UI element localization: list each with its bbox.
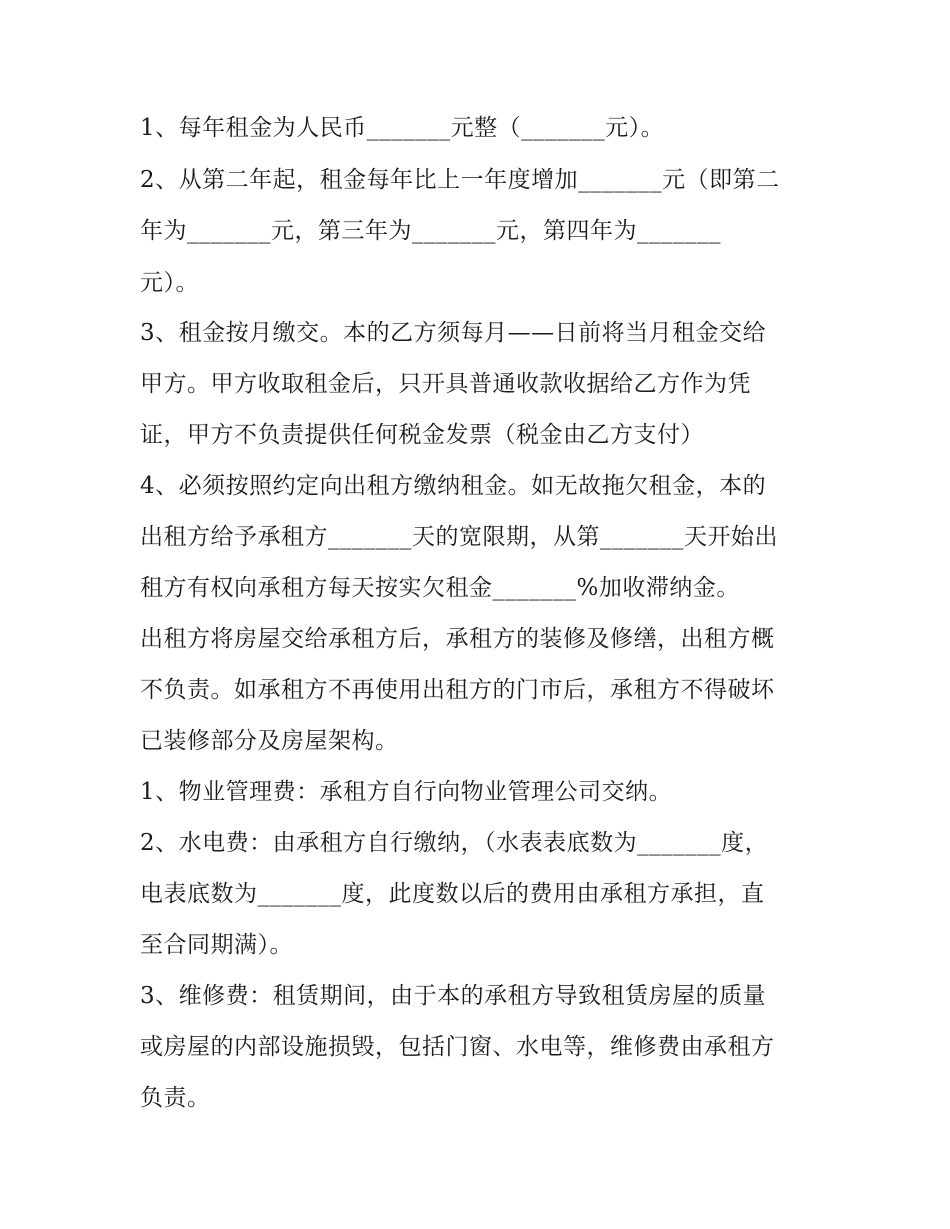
text-line-utilities: 2、水电费：由承租方自行缴纳，（水表表底数为_______度， (140, 830, 769, 856)
text-line-rent-end: 元）。 (140, 270, 199, 296)
text-line-rent-years: 年为_______元，第三年为_______元，第四年为_______ (140, 218, 721, 244)
text-line-late-fee: 租方有权向承租方每天按实欠租金_______%加收滞纳金。 (140, 575, 740, 601)
text-line-rent-annual: 1、每年租金为人民币_______元整（_______元）。 (140, 115, 665, 141)
text-line-grace-period: 出租方给予承租方_______天的宽限期，从第_______天开始出 (140, 524, 778, 550)
text-line-structure: 已装修部分及房屋架构。 (140, 728, 399, 754)
text-line-renovation: 出租方将房屋交给承租方后，承租方的装修及修缮，出租方概 (140, 626, 775, 652)
text-line-electric-meter: 电表底数为_______度，此度数以后的费用由承租方承担，直 (140, 881, 765, 907)
text-line-monthly-payment: 3、租金按月缴交。本的乙方须每月——日前将当月租金交给 (140, 320, 767, 346)
text-line-property-fee: 1、物业管理费：承租方自行向物业管理公司交纳。 (140, 779, 673, 805)
text-line-receipt: 甲方。甲方收取租金后，只开具普通收款收据给乙方作为凭 (140, 371, 751, 397)
text-line-repair-fee: 3、维修费：租赁期间，由于本的承租方导致租赁房屋的质量 (140, 983, 767, 1009)
text-line-no-damage: 不负责。如承租方不再使用出租方的门市后，承租方不得破坏 (140, 677, 775, 703)
text-line-contract-end: 至合同期满）。 (140, 932, 293, 958)
text-line-responsibility: 负责。 (140, 1085, 211, 1111)
text-line-rent-increase: 2、从第二年起，租金每年比上一年度增加_______元（即第二 (140, 167, 780, 193)
text-line-payment-obligation: 4、必须按照约定向出租方缴纳租金。如无故拖欠租金，本的 (140, 473, 767, 499)
text-line-repair-scope: 或房屋的内部设施损毁，包括门窗、水电等，维修费由承租方 (140, 1034, 775, 1060)
text-line-tax: 证，甲方不负责提供任何税金发票（税金由乙方支付） (140, 422, 704, 448)
